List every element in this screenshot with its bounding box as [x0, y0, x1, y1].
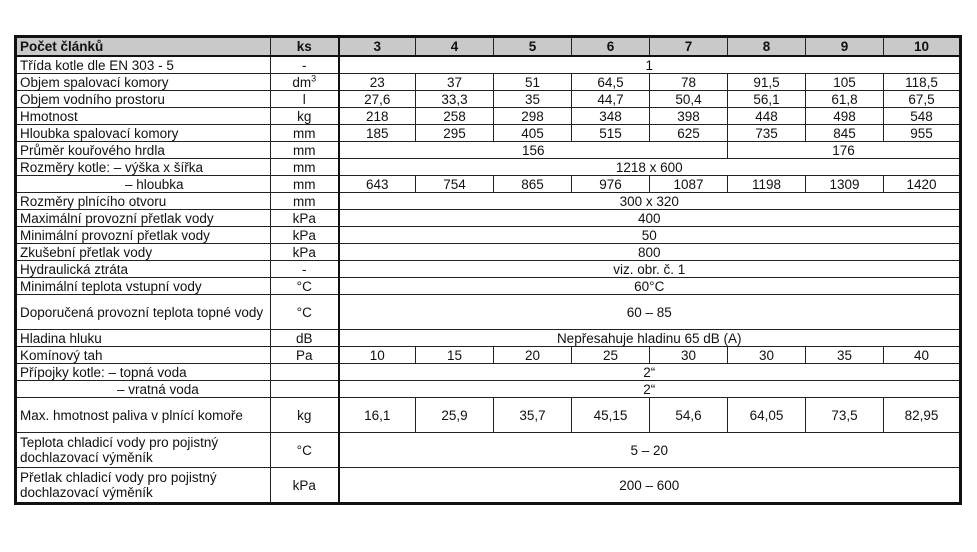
value-cell: 1087	[650, 176, 728, 193]
row-label: Minimální provozní přetlak vody	[16, 227, 271, 244]
value-cell: 448	[728, 108, 806, 125]
unit-text: l	[302, 91, 306, 107]
row-label: Hmotnost	[16, 108, 271, 125]
value-cell: 56,1	[728, 91, 806, 108]
value-cell: 82,95	[884, 398, 961, 433]
value-cell: 398	[650, 108, 728, 125]
header-col: 8	[728, 37, 806, 57]
header-label: Počet článků	[16, 37, 271, 57]
unit-text: kPa	[292, 244, 316, 260]
row-label: – hloubka	[16, 176, 271, 193]
unit-text: dB	[295, 330, 313, 346]
row-unit	[271, 278, 339, 295]
row-label: – vratná voda	[16, 381, 271, 398]
value-cell: 67,5	[884, 91, 961, 108]
value-cell: 754	[416, 176, 494, 193]
table-row	[16, 193, 961, 210]
row-label: Hydraulická ztráta	[16, 261, 271, 278]
table-row	[16, 433, 961, 468]
unit-text: -	[302, 261, 307, 277]
table-row	[16, 261, 961, 278]
merged-value-cell: 200 – 600	[339, 468, 961, 504]
row-unit	[271, 56, 339, 74]
unit-text: mm	[293, 193, 316, 209]
value-cell: 515	[572, 125, 650, 142]
header-row	[16, 37, 961, 57]
value-cell: 1420	[884, 176, 961, 193]
unit-text: °C	[296, 278, 312, 294]
table-row	[16, 108, 961, 125]
row-label: Komínový tah	[16, 347, 271, 364]
row-label: Rozměry kotle: – výška x šířka	[16, 159, 271, 176]
group-value-cell: 156	[339, 142, 728, 159]
unit-superscript: 3	[311, 73, 317, 83]
value-cell: 735	[728, 125, 806, 142]
row-unit	[271, 210, 339, 227]
value-cell: 185	[339, 125, 416, 142]
table-row	[16, 56, 961, 74]
merged-value-cell: 1	[339, 56, 961, 74]
value-cell: 64,5	[572, 74, 650, 91]
header-col: 3	[339, 37, 416, 57]
table-row	[16, 398, 961, 433]
table-row	[16, 142, 961, 159]
row-unit	[271, 193, 339, 210]
value-cell: 348	[572, 108, 650, 125]
row-label: Maximální provozní přetlak vody	[16, 210, 271, 227]
boiler-spec-table	[14, 35, 962, 505]
value-cell: 37	[416, 74, 494, 91]
row-unit	[271, 176, 339, 193]
unit-text: mm	[293, 125, 316, 141]
row-label: Průměr kouřového hrdla	[16, 142, 271, 159]
merged-value-cell: 60°C	[339, 278, 961, 295]
table-row	[16, 244, 961, 261]
table-row	[16, 159, 961, 176]
value-cell: 40	[884, 347, 961, 364]
row-label: Minimální teplota vstupní vody	[16, 278, 271, 295]
value-cell: 30	[728, 347, 806, 364]
table-row	[16, 468, 961, 504]
value-cell: 976	[572, 176, 650, 193]
table-row	[16, 295, 961, 330]
table-row	[16, 278, 961, 295]
unit-text: kPa	[292, 227, 316, 243]
table-row	[16, 347, 961, 364]
value-cell: 865	[494, 176, 572, 193]
unit-text: Pa	[295, 347, 313, 363]
header-col: 7	[650, 37, 728, 57]
unit-text: kPa	[292, 210, 316, 226]
table-row	[16, 381, 961, 398]
row-unit	[271, 108, 339, 125]
unit-text: mm	[293, 159, 316, 175]
table-row	[16, 227, 961, 244]
row-label: Objem vodního prostoru	[16, 91, 271, 108]
row-label: Rozměry plnícího otvoru	[16, 193, 271, 210]
value-cell: 10	[339, 347, 416, 364]
unit-text: mm	[293, 176, 316, 192]
row-label: Přetlak chladicí vody pro pojistný dochlazovací výměník	[16, 468, 271, 504]
value-cell: 35	[494, 91, 572, 108]
row-label: Třída kotle dle EN 303 - 5	[16, 56, 271, 74]
value-cell: 643	[339, 176, 416, 193]
value-cell: 33,3	[416, 91, 494, 108]
value-cell: 1198	[728, 176, 806, 193]
unit-text: mm	[293, 142, 316, 158]
table-row	[16, 330, 961, 347]
value-cell: 25,9	[416, 398, 494, 433]
value-cell: 955	[884, 125, 961, 142]
value-cell: 405	[494, 125, 572, 142]
row-unit	[271, 74, 339, 91]
value-cell: 73,5	[806, 398, 884, 433]
value-cell: 548	[884, 108, 961, 125]
row-unit	[271, 468, 339, 504]
merged-value-cell: Nepřesahuje hladinu 65 dB (A)	[339, 330, 961, 347]
row-unit	[271, 261, 339, 278]
row-label: Objem spalovací komory	[16, 74, 271, 91]
row-label: Max. hmotnost paliva v plnící komoře	[16, 398, 271, 433]
merged-value-cell: 2“	[339, 364, 961, 381]
unit-text: -	[302, 57, 307, 73]
row-label: Teplota chladicí vody pro pojistný dochlazovací výměník	[16, 433, 271, 468]
row-unit	[271, 381, 339, 398]
value-cell: 15	[416, 347, 494, 364]
header-col: 4	[416, 37, 494, 57]
value-cell: 35	[806, 347, 884, 364]
merged-value-cell: 2“	[339, 381, 961, 398]
row-label: Zkušební přetlak vody	[16, 244, 271, 261]
row-unit	[271, 364, 339, 381]
value-cell: 78	[650, 74, 728, 91]
value-cell: 25	[572, 347, 650, 364]
value-cell: 298	[494, 108, 572, 125]
row-label: Hloubka spalovací komory	[16, 125, 271, 142]
value-cell: 61,8	[806, 91, 884, 108]
row-label: Přípojky kotle: – topná voda	[16, 364, 271, 381]
merged-value-cell: 50	[339, 227, 961, 244]
header-col: 9	[806, 37, 884, 57]
merged-value-cell: 400	[339, 210, 961, 227]
unit-text: kPa	[292, 477, 316, 493]
row-unit	[271, 433, 339, 468]
value-cell: 295	[416, 125, 494, 142]
unit-text: dm	[292, 74, 312, 90]
table-row	[16, 210, 961, 227]
row-unit	[271, 227, 339, 244]
row-unit	[271, 330, 339, 347]
value-cell: 27,6	[339, 91, 416, 108]
table-row	[16, 91, 961, 108]
row-unit	[271, 159, 339, 176]
value-cell: 218	[339, 108, 416, 125]
row-label: Hladina hluku	[16, 330, 271, 347]
row-unit	[271, 91, 339, 108]
value-cell: 50,4	[650, 91, 728, 108]
value-cell: 54,6	[650, 398, 728, 433]
value-cell: 16,1	[339, 398, 416, 433]
value-cell: 118,5	[884, 74, 961, 91]
unit-text: kg	[297, 108, 312, 124]
unit-text: °C	[296, 304, 312, 320]
value-cell: 30	[650, 347, 728, 364]
table-row	[16, 364, 961, 381]
table-row	[16, 125, 961, 142]
value-cell: 44,7	[572, 91, 650, 108]
row-unit	[271, 125, 339, 142]
merged-value-cell: 1218 x 600	[339, 159, 961, 176]
merged-value-cell: 300 x 320	[339, 193, 961, 210]
value-cell: 258	[416, 108, 494, 125]
value-cell: 91,5	[728, 74, 806, 91]
header-col: 6	[572, 37, 650, 57]
row-unit	[271, 295, 339, 330]
header-unit: ks	[271, 37, 339, 57]
unit-text: kg	[297, 407, 312, 423]
value-cell: 1309	[806, 176, 884, 193]
merged-value-cell: 60 – 85	[339, 295, 961, 330]
value-cell: 51	[494, 74, 572, 91]
value-cell: 23	[339, 74, 416, 91]
value-cell: 20	[494, 347, 572, 364]
header-col: 5	[494, 37, 572, 57]
value-cell: 625	[650, 125, 728, 142]
row-unit	[271, 347, 339, 364]
value-cell: 45,15	[572, 398, 650, 433]
value-cell: 845	[806, 125, 884, 142]
table-row	[16, 74, 961, 91]
group-value-cell: 176	[728, 142, 961, 159]
row-label: Doporučená provozní teplota topné vody	[16, 295, 271, 330]
value-cell: 35,7	[494, 398, 572, 433]
spec-body	[16, 56, 961, 504]
header-col: 10	[884, 37, 961, 57]
unit-text: °C	[296, 442, 312, 458]
value-cell: 105	[806, 74, 884, 91]
table-row	[16, 176, 961, 193]
value-cell: 498	[806, 108, 884, 125]
row-unit	[271, 398, 339, 433]
merged-value-cell: 800	[339, 244, 961, 261]
merged-value-cell: 5 – 20	[339, 433, 961, 468]
row-unit	[271, 142, 339, 159]
merged-value-cell: viz. obr. č. 1	[339, 261, 961, 278]
value-cell: 64,05	[728, 398, 806, 433]
row-unit	[271, 244, 339, 261]
